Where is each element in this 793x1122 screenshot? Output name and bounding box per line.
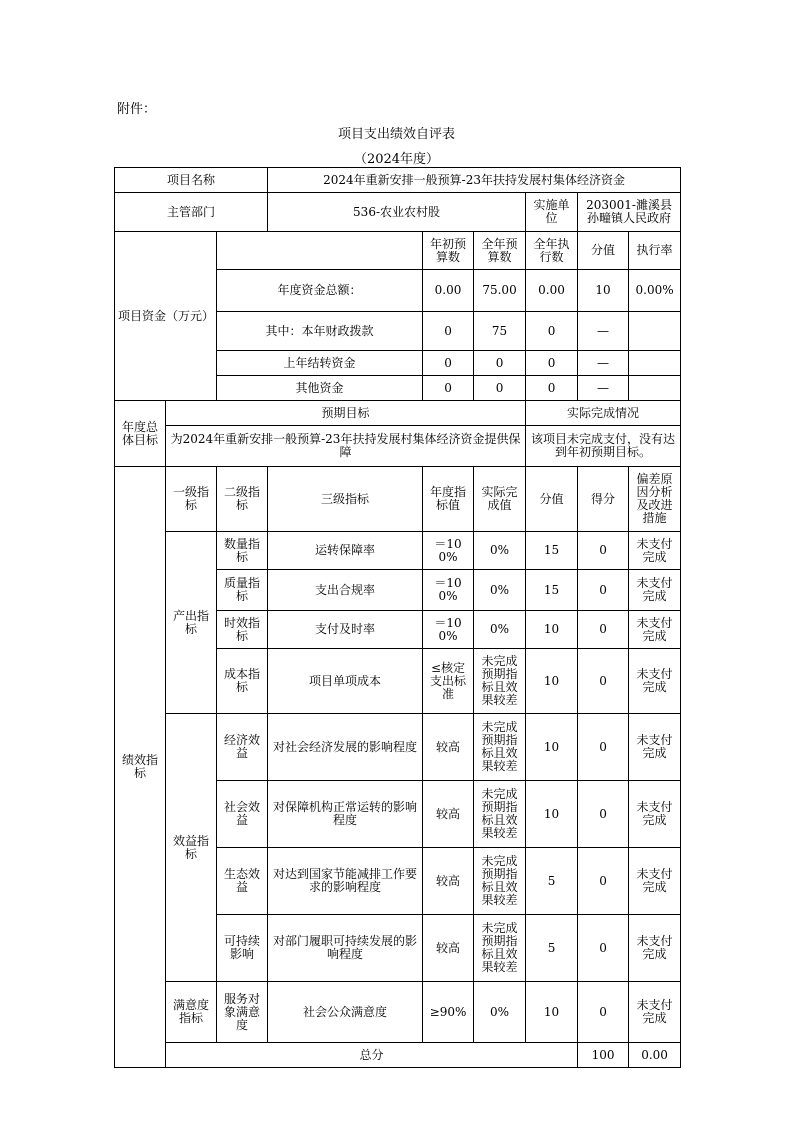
- page-title: 项目支出绩效自评表: [337, 127, 455, 142]
- perf-l3: 对社会经济发展的影响程度: [268, 714, 423, 781]
- funds-cell: 0: [423, 351, 474, 376]
- funds-header-2: 全年预算数: [474, 232, 526, 270]
- perf-l2: 社会效益: [217, 781, 268, 848]
- perf-reason: 未支付完成: [629, 532, 681, 570]
- perf-reason: 未支付完成: [629, 848, 681, 915]
- perf-score: 15: [526, 532, 578, 570]
- funds-cell: 0: [423, 312, 474, 351]
- perf-header: 分值: [526, 467, 578, 532]
- perf-reason: 未支付完成: [629, 611, 681, 649]
- perf-reason: 未支付完成: [629, 714, 681, 781]
- perf-group-label: 效益指标: [166, 714, 217, 982]
- goal-actual-header: 实际完成情况: [526, 401, 681, 426]
- perf-target: ≥90%: [423, 982, 474, 1043]
- funds-cell: 75.00: [474, 270, 526, 312]
- funds-row-name: 上年结转资金: [217, 351, 423, 376]
- funds-cell: [629, 312, 681, 351]
- perf-score: 5: [526, 915, 578, 982]
- perf-l2: 可持续影响: [217, 915, 268, 982]
- perf-score: 5: [526, 848, 578, 915]
- unit-label: 实施单位: [526, 193, 578, 232]
- funds-cell: 0: [474, 351, 526, 376]
- perf-actual: 0%: [474, 982, 526, 1043]
- funds-cell: 75: [474, 312, 526, 351]
- perf-l2: 经济效益: [217, 714, 268, 781]
- perf-target: ≤核定支出标准: [423, 649, 474, 714]
- perf-actual: 0%: [474, 611, 526, 649]
- project-name-row: [115, 168, 681, 193]
- perf-target: 较高: [423, 714, 474, 781]
- perf-group-label: 满意度指标: [166, 982, 217, 1043]
- funds-cell: 0: [526, 376, 578, 401]
- perf-group-label: 产出指标: [166, 532, 217, 714]
- funds-cell: 0: [526, 312, 578, 351]
- funds-cell: [629, 351, 681, 376]
- perf-label: 绩效指标: [115, 467, 166, 1068]
- goal-actual: 该项目未完成支付，没有达到年初预期目标。: [526, 426, 681, 467]
- funds-row-name: 其中：本年财政拨款: [217, 312, 423, 351]
- perf-row: [115, 982, 681, 1043]
- perf-l3: 对达到国家节能减排工作要求的影响程度: [268, 848, 423, 915]
- perf-reason: 未支付完成: [629, 982, 681, 1043]
- project-name-value: 2024年重新安排一般预算-23年扶持发展村集体经济资金: [268, 168, 681, 193]
- perf-header: 实际完成值: [474, 467, 526, 532]
- perf-l2: 数量指标: [217, 532, 268, 570]
- goal-expected: 为2024年重新安排一般预算-23年扶持发展村集体经济资金提供保障: [166, 426, 526, 467]
- perf-got: 0: [578, 714, 629, 781]
- perf-score: 10: [526, 781, 578, 848]
- project-name-label: 项目名称: [115, 168, 268, 193]
- funds-cell: 10: [578, 270, 629, 312]
- perf-l3: 对部门履职可持续发展的影响程度: [268, 915, 423, 982]
- dept-value: 536-农业农村股: [268, 193, 526, 232]
- funds-cell: 0.00%: [629, 270, 681, 312]
- perf-l2: 时效指标: [217, 611, 268, 649]
- perf-actual: 未完成预期指标且效果较差: [474, 848, 526, 915]
- perf-l2: 成本指标: [217, 649, 268, 714]
- perf-header: 年度指标值: [423, 467, 474, 532]
- perf-l3: 对保障机构正常运转的影响程度: [268, 781, 423, 848]
- perf-actual: 0%: [474, 570, 526, 611]
- perf-got: 0: [578, 649, 629, 714]
- total-row: [115, 1043, 681, 1068]
- perf-row: [115, 714, 681, 781]
- perf-header: 偏差原因分析及改进措施: [629, 467, 681, 532]
- funds-label: 项目资金（万元）: [115, 232, 217, 401]
- funds-row-name: 年度资金总额：: [217, 270, 423, 312]
- perf-got: 0: [578, 570, 629, 611]
- funds-cell: 0.00: [423, 270, 474, 312]
- dept-label: 主管部门: [115, 193, 268, 232]
- perf-got: 0: [578, 532, 629, 570]
- funds-cell: 0: [526, 351, 578, 376]
- perf-l3: 项目单项成本: [268, 649, 423, 714]
- perf-actual: 未完成预期指标且效果较差: [474, 781, 526, 848]
- perf-target: 较高: [423, 781, 474, 848]
- perf-target: 较高: [423, 848, 474, 915]
- perf-l2: 服务对象满意度: [217, 982, 268, 1043]
- perf-got: 0: [578, 982, 629, 1043]
- perf-l3: 社会公众满意度: [268, 982, 423, 1043]
- perf-reason: 未支付完成: [629, 570, 681, 611]
- perf-actual: 未完成预期指标且效果较差: [474, 714, 526, 781]
- perf-target: 较高: [423, 915, 474, 982]
- attachment-label: 附件：: [117, 102, 157, 117]
- goal-header-row: [115, 401, 681, 426]
- funds-header-row: [115, 232, 681, 270]
- total-got: 0.00: [629, 1043, 681, 1068]
- perf-target: ＝100%: [423, 611, 474, 649]
- report-year: （2024年度）: [353, 152, 440, 167]
- funds-cell: —: [578, 351, 629, 376]
- perf-header: 二级指标: [217, 467, 268, 532]
- goal-label: 年度总体目标: [115, 401, 166, 467]
- perf-row: [115, 532, 681, 570]
- funds-cell: 0.00: [526, 270, 578, 312]
- funds-cell: —: [578, 376, 629, 401]
- perf-l3: 支付及时率: [268, 611, 423, 649]
- goal-content-row: [115, 426, 681, 467]
- perf-l3: 支出合规率: [268, 570, 423, 611]
- goal-expected-header: 预期目标: [166, 401, 526, 426]
- perf-score: 10: [526, 714, 578, 781]
- perf-header: 一级指标: [166, 467, 217, 532]
- funds-cell: [629, 376, 681, 401]
- funds-cell: 0: [423, 376, 474, 401]
- perf-l2: 质量指标: [217, 570, 268, 611]
- perf-reason: 未支付完成: [629, 781, 681, 848]
- perf-actual: 未完成预期指标且效果较差: [474, 915, 526, 982]
- perf-score: 10: [526, 649, 578, 714]
- funds-header-1: 年初预算数: [423, 232, 474, 270]
- perf-score: 10: [526, 611, 578, 649]
- perf-l3: 运转保障率: [268, 532, 423, 570]
- funds-cell: 0: [474, 376, 526, 401]
- unit-value: 203001-濉溪县孙疃镇人民政府: [578, 193, 681, 232]
- funds-cell: —: [578, 312, 629, 351]
- total-label: 总分: [166, 1043, 578, 1068]
- perf-reason: 未支付完成: [629, 915, 681, 982]
- perf-header: 得分: [578, 467, 629, 532]
- perf-target: ＝100%: [423, 570, 474, 611]
- perf-actual: 未完成预期指标且效果较差: [474, 649, 526, 714]
- perf-header-row: [115, 467, 681, 532]
- perf-actual: 0%: [474, 532, 526, 570]
- total-score: 100: [578, 1043, 629, 1068]
- evaluation-table: [114, 167, 681, 1068]
- funds-header-3: 全年执行数: [526, 232, 578, 270]
- department-row: [115, 193, 681, 232]
- funds-row-name: 其他资金: [217, 376, 423, 401]
- perf-score: 10: [526, 982, 578, 1043]
- perf-target: ＝100%: [423, 532, 474, 570]
- perf-score: 15: [526, 570, 578, 611]
- perf-got: 0: [578, 848, 629, 915]
- perf-header: 三级指标: [268, 467, 423, 532]
- perf-got: 0: [578, 781, 629, 848]
- perf-reason: 未支付完成: [629, 649, 681, 714]
- perf-got: 0: [578, 611, 629, 649]
- funds-header-5: 执行率: [629, 232, 681, 270]
- perf-l2: 生态效益: [217, 848, 268, 915]
- funds-header-4: 分值: [578, 232, 629, 270]
- perf-got: 0: [578, 915, 629, 982]
